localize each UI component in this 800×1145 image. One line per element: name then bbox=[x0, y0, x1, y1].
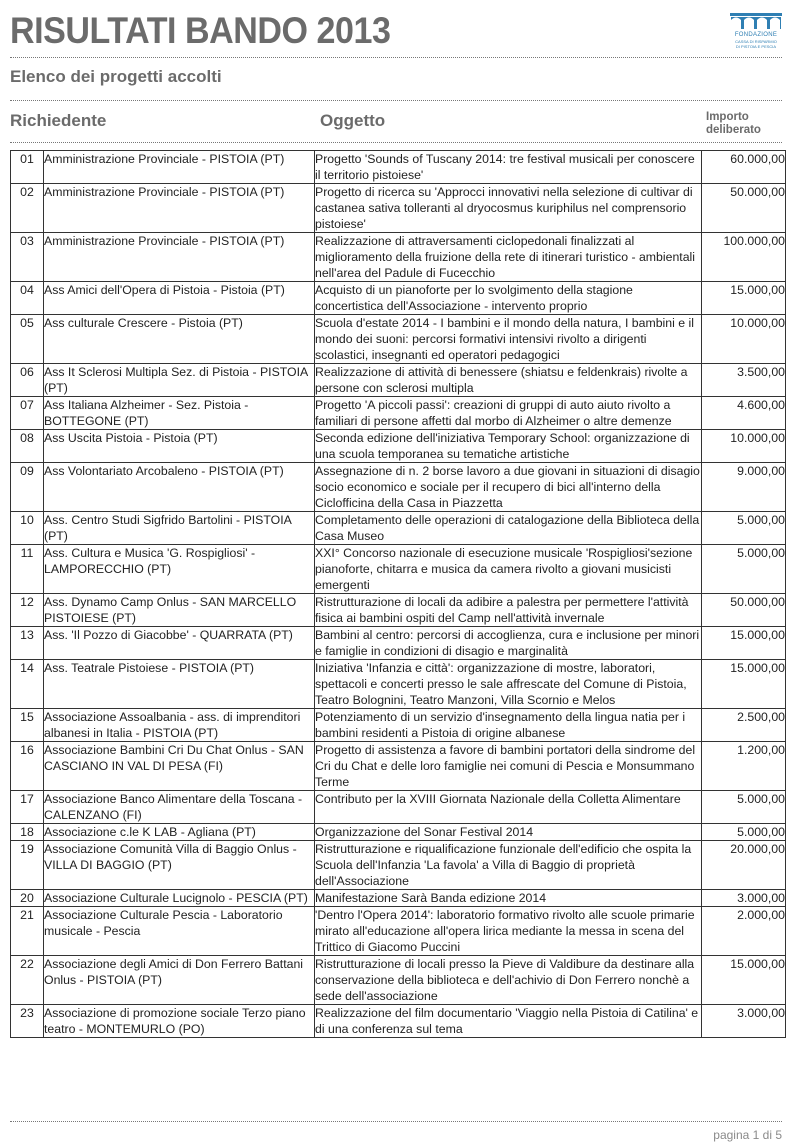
table-row bbox=[11, 594, 786, 627]
logo-text-city: DI PISTOIA E PESCIA bbox=[735, 44, 777, 49]
column-header-object: Oggetto bbox=[320, 111, 386, 130]
amount-cell: 5.000,00 bbox=[702, 824, 786, 841]
object-cell: Realizzazione di attraversamenti ciclopedonali finalizzati al miglioramento della fruizione della rete di itinerari turistico - ambientali nell'area del Padule di Fucecchio bbox=[315, 233, 702, 282]
object-cell: Acquisto di un pianoforte per lo svolgimento della stagione concertistica dell'Associazione - intervento proprio bbox=[315, 282, 702, 315]
table-row bbox=[11, 364, 786, 397]
arches-icon bbox=[729, 12, 783, 30]
row-number: 20 bbox=[11, 890, 44, 907]
table-row bbox=[11, 184, 786, 233]
object-cell: 'Dentro l'Opera 2014': laboratorio formativo rivolto alle scuole primarie mirato all'educazione all'opera lirica mediante la messa in scena del Trittico di Giacomo Puccini bbox=[315, 907, 702, 956]
object-cell: Potenziamento di un servizio d'insegnamento della lingua natia per i bambini residenti a Pistoia di origine albanese bbox=[315, 709, 702, 742]
column-header-amount-line2: deliberato bbox=[706, 124, 761, 136]
requester-cell: Ass. 'Il Pozzo di Giacobbe' - QUARRATA (PT) bbox=[44, 627, 315, 660]
amount-cell: 2.500,00 bbox=[702, 709, 786, 742]
requester-cell: Ass. Teatrale Pistoiese - PISTOIA (PT) bbox=[44, 660, 315, 709]
requester-cell: Ass Volontariato Arcobaleno - PISTOIA (PT) bbox=[44, 463, 315, 512]
object-cell: Contributo per la XVIII Giornata Nazionale della Colletta Alimentare bbox=[315, 791, 702, 824]
requester-cell: Associazione Bambini Cri Du Chat Onlus - SAN CASCIANO IN VAL DI PESA (FI) bbox=[44, 742, 315, 791]
amount-cell: 15.000,00 bbox=[702, 627, 786, 660]
table-row bbox=[11, 463, 786, 512]
row-number: 16 bbox=[11, 742, 44, 791]
table-row bbox=[11, 791, 786, 824]
logo-text-foundation: FONDAZIONE bbox=[734, 32, 778, 38]
amount-cell: 10.000,00 bbox=[702, 315, 786, 364]
row-number: 01 bbox=[11, 151, 44, 184]
page-title: RISULTATI BANDO 2013 bbox=[10, 10, 391, 51]
table-row bbox=[11, 397, 786, 430]
divider bbox=[10, 1121, 782, 1122]
object-cell: Progetto 'A piccoli passi': creazioni di gruppi di auto aiuto rivolto a familiari di persone affetti dal morbo di Alzheimer o altre demenze bbox=[315, 397, 702, 430]
table-row bbox=[11, 315, 786, 364]
object-cell: Scuola d'estate 2014 - I bambini e il mondo della natura, I bambini e il mondo dei suoni: percorsi formativi intensivi rivolto a dirigenti scolastici, insegnanti ed operatori pedagogici bbox=[315, 315, 702, 364]
page-number: pagina 1 di 5 bbox=[713, 1128, 782, 1142]
requester-cell: Associazione di promozione sociale Terzo piano teatro - MONTEMURLO (PO) bbox=[44, 1005, 315, 1038]
amount-cell: 20.000,00 bbox=[702, 841, 786, 890]
divider bbox=[10, 142, 782, 143]
row-number: 03 bbox=[11, 233, 44, 282]
column-header-amount bbox=[706, 111, 761, 137]
object-cell: Assegnazione di n. 2 borse lavoro a due giovani in situazioni di disagio socio economico e sociale per il recupero di bici all'interno della Ciclofficina della Casa in Piazzetta bbox=[315, 464, 700, 510]
amount-cell: 50.000,00 bbox=[702, 594, 786, 627]
row-number: 17 bbox=[11, 791, 44, 824]
table-row bbox=[11, 430, 786, 463]
object-cell: Ristrutturazione e riqualificazione funzionale dell'edificio che ospita la Scuola dell'Infanzia 'La favola' a Villa di Baggio di proprietà dell'Associazione bbox=[315, 841, 702, 890]
table-row bbox=[11, 233, 786, 282]
row-number: 09 bbox=[11, 463, 44, 512]
row-number: 14 bbox=[11, 660, 44, 709]
row-number: 02 bbox=[11, 184, 44, 233]
amount-cell: 15.000,00 bbox=[702, 660, 786, 709]
table-row bbox=[11, 890, 786, 907]
requester-cell: Associazione Culturale Lucignolo - PESCIA (PT) bbox=[44, 890, 315, 907]
divider bbox=[10, 100, 782, 101]
requester-cell: Associazione Banco Alimentare della Toscana - CALENZANO (FI) bbox=[44, 791, 315, 824]
amount-cell: 15.000,00 bbox=[702, 956, 786, 1005]
requester-cell: Ass Italiana Alzheimer - Sez. Pistoia - BOTTEGONE (PT) bbox=[44, 397, 315, 430]
requester-cell: Associazione Assoalbania - ass. di imprenditori albanesi in Italia - PISTOIA (PT) bbox=[44, 709, 315, 742]
amount-cell: 3.000,00 bbox=[702, 890, 786, 907]
foundation-logo bbox=[727, 12, 785, 54]
table-row bbox=[11, 709, 786, 742]
amount-cell: 1.200,00 bbox=[702, 742, 786, 791]
amount-cell: 2.000,00 bbox=[702, 907, 786, 956]
row-number: 12 bbox=[11, 594, 44, 627]
object-cell: Manifestazione Sarà Banda edizione 2014 bbox=[315, 890, 702, 907]
amount-cell: 60.000,00 bbox=[702, 151, 786, 184]
column-header-requester: Richiedente bbox=[10, 111, 107, 130]
requester-cell: Ass Amici dell'Opera di Pistoia - Pistoia (PT) bbox=[44, 282, 315, 315]
requester-cell: Ass. Dynamo Camp Onlus - SAN MARCELLO PISTOIESE (PT) bbox=[44, 594, 315, 627]
table-row bbox=[11, 1005, 786, 1038]
table-row bbox=[11, 512, 786, 545]
requester-cell: Associazione Culturale Pescia - Laboratorio musicale - Pescia bbox=[44, 907, 315, 956]
requester-cell: Ass. Cultura e Musica 'G. Rospigliosi' - LAMPORECCHIO (PT) bbox=[44, 545, 315, 594]
row-number: 08 bbox=[11, 430, 44, 463]
object-cell: Realizzazione di attività di benessere (shiatsu e feldenkrais) rivolte a persone con sclerosi multipla bbox=[315, 364, 702, 397]
amount-cell: 15.000,00 bbox=[702, 282, 786, 315]
object-cell: Progetto 'Sounds of Tuscany 2014: tre festival musicali per conoscere il territorio pistoiese' bbox=[315, 151, 702, 184]
amount-cell: 5.000,00 bbox=[702, 545, 786, 594]
table-row bbox=[11, 627, 786, 660]
row-number: 13 bbox=[11, 627, 44, 660]
amount-cell: 10.000,00 bbox=[702, 430, 786, 463]
requester-cell: Associazione degli Amici di Don Ferrero Battani Onlus - PISTOIA (PT) bbox=[44, 956, 315, 1005]
object-cell: Ristrutturazione di locali presso la Pieve di Valdibure da destinare alla conservazione della biblioteca e dell'achivio di Don Ferrero nonchè a sede dell'associazione bbox=[315, 956, 702, 1005]
requester-cell: Ass. Centro Studi Sigfrido Bartolini - PISTOIA (PT) bbox=[44, 512, 315, 545]
row-number: 21 bbox=[11, 907, 44, 956]
object-cell: Organizzazione del Sonar Festival 2014 bbox=[315, 824, 702, 841]
amount-cell: 3.000,00 bbox=[702, 1005, 786, 1038]
amount-cell: 50.000,00 bbox=[702, 184, 786, 233]
object-cell: Ristrutturazione di locali da adibire a palestra per permettere l'attività fisica ai bambini ospiti del Camp nell'attività invernale bbox=[315, 594, 702, 627]
column-header-amount-line1: Importo bbox=[706, 111, 749, 123]
amount-cell: 5.000,00 bbox=[702, 512, 786, 545]
amount-cell: 3.500,00 bbox=[702, 364, 786, 397]
table-row bbox=[11, 907, 786, 956]
requester-cell: Associazione c.le K LAB - Agliana (PT) bbox=[44, 824, 315, 841]
amount-cell: 9.000,00 bbox=[702, 463, 786, 512]
requester-cell: Ass culturale Crescere - Pistoia (PT) bbox=[44, 315, 315, 364]
row-number: 04 bbox=[11, 282, 44, 315]
table-row bbox=[11, 956, 786, 1005]
divider bbox=[10, 57, 782, 58]
row-number: 05 bbox=[11, 315, 44, 364]
object-cell: Iniziativa 'Infanzia e città': organizzazione di mostre, laboratori, spettacoli e concerti presso le sale affrescate del Comune di Pistoia, Teatro Bolognini, Teatro Manzoni, Villa Scornio e Melos bbox=[315, 660, 702, 709]
table-row bbox=[11, 824, 786, 841]
row-number: 10 bbox=[11, 512, 44, 545]
amount-cell: 4.600,00 bbox=[702, 397, 786, 430]
row-number: 06 bbox=[11, 364, 44, 397]
table-row bbox=[11, 742, 786, 791]
row-number: 11 bbox=[11, 545, 44, 594]
amount-cell: 100.000,00 bbox=[702, 233, 786, 282]
table-row bbox=[11, 660, 786, 709]
requester-cell: Ass It Sclerosi Multipla Sez. di Pistoia - PISTOIA (PT) bbox=[44, 364, 315, 397]
object-cell: Completamento delle operazioni di catalogazione della Biblioteca della Casa Museo bbox=[315, 512, 702, 545]
requester-cell: Amministrazione Provinciale - PISTOIA (PT) bbox=[44, 233, 315, 282]
page-subtitle: Elenco dei progetti accolti bbox=[10, 67, 222, 86]
projects-table bbox=[10, 150, 786, 1038]
amount-cell: 5.000,00 bbox=[702, 791, 786, 824]
row-number: 23 bbox=[11, 1005, 44, 1038]
row-number: 15 bbox=[11, 709, 44, 742]
requester-cell: Amministrazione Provinciale - PISTOIA (PT) bbox=[44, 184, 315, 233]
object-cell: XXI° Concorso nazionale di esecuzione musicale 'Rospigliosi'sezione pianoforte, chitarra e musica da camera rivolto a giovani musicisti emergenti bbox=[315, 545, 702, 594]
requester-cell: Associazione Comunità Villa di Baggio Onlus - VILLA DI BAGGIO (PT) bbox=[44, 841, 315, 890]
requester-cell: Amministrazione Provinciale - PISTOIA (PT) bbox=[44, 151, 315, 184]
table-row bbox=[11, 841, 786, 890]
object-cell: Realizzazione del film documentario 'Viaggio nella Pistoia di Catilina' e di una conferenza sul tema bbox=[315, 1005, 702, 1038]
row-number: 19 bbox=[11, 841, 44, 890]
requester-cell: Ass Uscita Pistoia - Pistoia (PT) bbox=[44, 430, 315, 463]
object-cell: Progetto di assistenza a favore di bambini portatori della sindrome del Cri du Chat e delle loro famiglie nei comuni di Pescia e Monsummano Terme bbox=[315, 742, 702, 791]
row-number: 22 bbox=[11, 956, 44, 1005]
table-row bbox=[11, 545, 786, 594]
object-cell: Progetto di ricerca su 'Approcci innovativi nella selezione di cultivar di castanea sativa tolleranti al dryocosmus kuriphilus nel comprensorio pistoiese' bbox=[315, 184, 702, 233]
object-cell: Seconda edizione dell'iniziativa Temporary School: organizzazione di una scuola temporanea su tematiche artistiche bbox=[315, 430, 702, 463]
logo-text-bank: CASSA DI RISPARMIO bbox=[735, 39, 777, 44]
row-number: 07 bbox=[11, 397, 44, 430]
table-row bbox=[11, 282, 786, 315]
row-number: 18 bbox=[11, 824, 44, 841]
object-cell: Bambini al centro: percorsi di accoglienza, cura e inclusione per minori e famiglie in condizioni di disagio e marginalità bbox=[315, 627, 702, 660]
table-row bbox=[11, 151, 786, 184]
